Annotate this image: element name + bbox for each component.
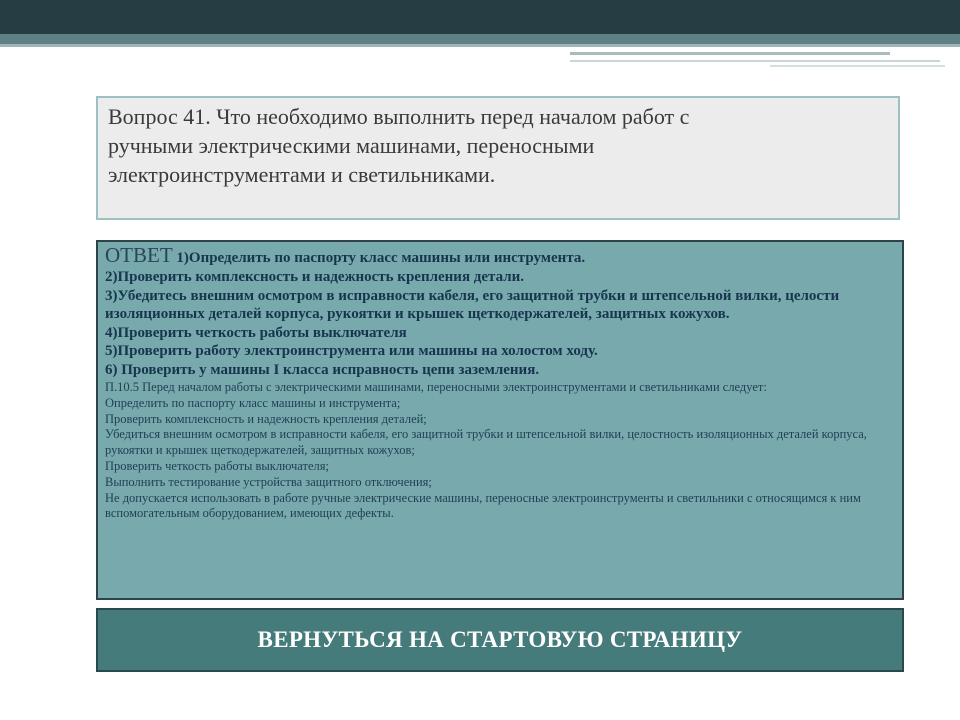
- note-line: Выполнить тестирование устройства защитного отключения;: [105, 474, 432, 489]
- note-line: Проверить четкость работы выключателя;: [105, 458, 329, 473]
- answer-item: 5)Проверить работу электроинструмента или машины на холостом ходу.: [105, 343, 598, 359]
- answer-title: ОТВЕТ: [105, 243, 173, 267]
- question-line: ручными электрическими машинами, переносными: [108, 133, 595, 158]
- answer-heading: [105, 243, 896, 268]
- top-banner-lower: [0, 34, 960, 44]
- note-line: Не допускается использовать в работе ручные электрические машины, переносные электроинструменты и светильники с относящимся к ним вспомогательным оборудованием, имеющих дефекты.: [105, 490, 861, 521]
- return-to-start-button[interactable]: [96, 608, 904, 672]
- decorative-line: [570, 52, 890, 55]
- decorative-line: [770, 65, 945, 67]
- question-box: [96, 96, 900, 220]
- answer-box: [96, 240, 904, 600]
- decorative-line: [570, 60, 940, 62]
- note-line: Определить по паспорту класс машины и инструмента;: [105, 395, 401, 410]
- note-line: П.10.5 Перед началом работы с электрическими машинами, переносными электроинструментами и светильниками следует:: [105, 380, 767, 394]
- return-button-label: ВЕРНУТЬСЯ НА СТАРТОВУЮ СТРАНИЦУ: [257, 627, 743, 652]
- answer-item: 3)Убедитесь внешним осмотром в исправности кабеля, его защитной трубки и штепсельной вилки, целости изоляционных деталей корпуса, рукоятки и крышек щеткодержателей, защитных кожухов.: [105, 287, 840, 322]
- answer-item: 2)Проверить комплексность и надежность крепления детали.: [105, 269, 525, 285]
- answer-item: 6) Проверить у машины I класса исправность цепи заземления.: [105, 361, 540, 378]
- regulation-note: [105, 380, 896, 522]
- answer-item: 4)Проверить четкость работы выключателя: [105, 324, 407, 341]
- question-line: электроинструментами и светильниками.: [108, 162, 496, 187]
- note-line: Убедиться внешним осмотром в исправности кабеля, его защитной трубки и штепсельной вилки, целостность изоляционных деталей корпуса, рукоятки и крышек щеткодержателей, защитных кожухов;: [105, 427, 867, 458]
- top-banner: [0, 0, 960, 34]
- question-line: Вопрос 41. Что необходимо выполнить перед началом работ с: [108, 104, 690, 129]
- answer-item: 1)Определить по паспорту класс машины или инструмента.: [176, 250, 586, 266]
- note-line: Проверить комплексность и надежность крепления деталей;: [105, 411, 427, 426]
- top-stripe: [0, 44, 960, 47]
